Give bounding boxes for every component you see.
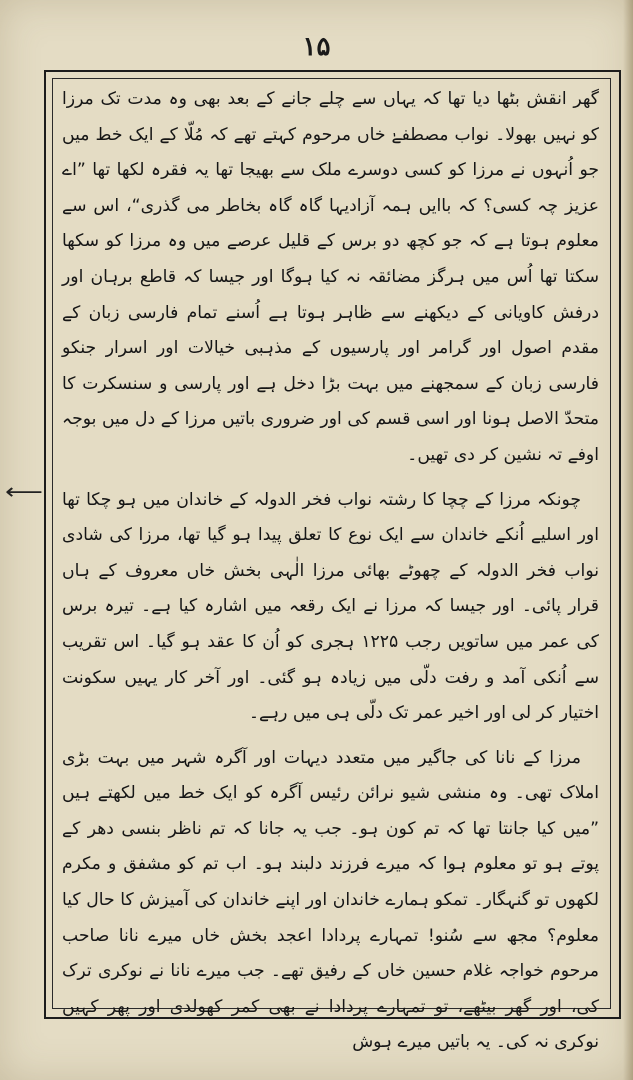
paragraph-1: گھر انقش بٹھا دیا تھا کہ یہاں سے چلے جانے کے بعد بھی وہ مدت تک مرزا کو نہیں بھولا۔ نواب مصطفےٰ خاں مرحوم کہتے تھے کہ مُلّا کے ایک خط میں جو اُنہوں نے مرزا کو کسی دوسرے ملک سے بھیجا تھا یہ فقرہ لکھا تھا ”اے عزیز چہ کسی؟ کہ باایں ہمہ آزادیہا گاہ گاہ بخاطر می گذری“، اس سے معلوم ہوتا ہے کہ جو کچھ دو برس کے قلیل عرصے میں وہ مرزا کو سکھا سکتا تھا اُس میں ہرگز مضائقہ نہ کیا ہوگا اور جیسا کہ قاطع برہان اور درفش کاویانی کے دیکھنے سے ظاہر ہوتا ہے اُسنے تمام فارسی زبان کے مقدم اصول اور گرامر اور پارسیوں کے مذہبی خیالات اور اسرار جنکو فارسی زبان کے سمجھنے میں بہت بڑا دخل ہے اور پارسی و سنسکرت کا متحدّ الاصل ہونا اور اسی قسم کی اور ضروری باتیں مرزا کے دل میں بوجہ اوفے تہ نشین کر دی تھیں۔ (62, 89, 599, 465)
page-edge-shadow (623, 0, 633, 1080)
body-text (62, 82, 599, 1053)
margin-annotation-arrow: ⟵ (5, 480, 43, 505)
page-number: ۱۵ (302, 32, 331, 62)
paragraph-2: چونکہ مرزا کے چچا کا رشتہ نواب فخر الدولہ کے خاندان میں ہو چکا تھا اور اسلیے اُنکے خاندان سے ایک نوع کا تعلق پیدا ہو گیا تھا، مرزا کی شادی نواب فخر الدولہ کے چھوٹے بھائی مرزا الٰہی بخش خاں معروف کے ہاں قرار پائی۔ اور جیسا کہ مرزا نے ایک رقعہ میں اشارہ کیا ہے۔ تیرہ برس کی عمر میں ساتویں رجب ۱۲۲۵ ہجری کو اُن کا عقد ہو گیا۔ اس تقریب سے اُنکی آمد و رفت دلّی میں زیادہ ہو گئی۔ اور آخر کار یہیں سکونت اختیار کر لی اور اخیر عمر تک دلّی ہی میں رہے۔ (62, 489, 599, 724)
paragraph-3: مرزا کے نانا کی جاگیر میں متعدد دیہات اور آگرہ شہر میں بہت بڑی املاک تھی۔ وہ منشی شیو نرائن رئیس آگرہ کو ایک خط میں لکھتے ہیں ”میں کیا جانتا تھا کہ تم کون ہو۔ جب یہ جانا کہ تم ناظر بنسی دھر کے پوتے ہو تو معلوم ہوا کہ میرے فرزند دلبند ہو۔ اب تم کو مشفق و مکرم لکھوں تو گنہگار۔ تمکو ہمارے خاندان اور اپنے خاندان کی آمیزش کا حال کیا معلوم؟ مجھ سے سُنو! تمہارے پردادا اعجد بخش خاں میرے نانا صاحب مرحوم خواجہ غلام حسین خاں کے رفیق تھے۔ جب میرے نانا نے نوکری ترک کی، اور گھر بیٹھے، تو تمہارے پردادا نے بھی کمر کھولدی اور پھر کہیں نوکری نہ کی۔ یہ باتیں میرے ہوش (62, 747, 599, 1053)
